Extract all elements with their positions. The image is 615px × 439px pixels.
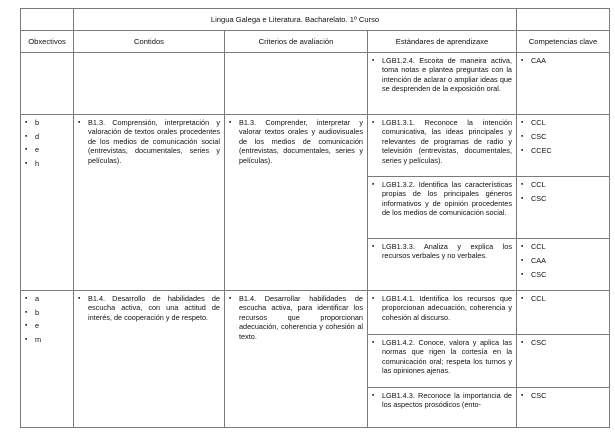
objective-item: ▪ e [25,321,69,330]
table-title: Lingua Galega e Literatura. Bacharelato. 1º Curso [74,9,517,31]
standard-text: ▪ LGB1.4.1. Identifica los recursos que proporcionan adecuación, coherencia y cohesión al discurso. [372,294,512,322]
standard-text: ▪ LGB1.3.3. Analiza y explica los recursos verbales y no verbales. [372,242,512,261]
contents-cell [74,115,225,291]
competence-item: ▪ CAA [521,256,605,265]
objective-item: ▪ b [25,308,69,317]
header-competences: Competencias clave [517,31,610,53]
competence-item: ▪ CSC [521,132,605,141]
competence-item: ▪ CCL [521,242,605,251]
objectives-cell [21,53,74,115]
competence-item: ▪ CSC [521,391,605,400]
header-standards: Estándares de aprendizaxe [368,31,517,53]
header-contents: Contidos [74,31,225,53]
table-row [21,53,610,115]
objective-item: ▪ d [25,132,69,141]
competence-item: ▪ CCL [521,294,605,303]
criterion-text: ▪ B1.3. Comprender, interpretar y valorar textos orales y audiovisuales de los medios de comunicación (entrevistas, documentales, series y películas). [229,118,363,165]
competence-item: ▪ CCL [521,180,605,189]
column-header-row [21,31,610,53]
standard-text: ▪ LGB1.4.2. Conoce, valora y aplica las normas que rigen la cortesía en la comunicación oral; respeta los turnos y las opiniones ajenas. [372,338,512,376]
standard-cell [368,388,517,428]
table-title-row [21,9,610,31]
standard-text: ▪ LGB1.3.1. Reconoce la intención comunicativa, las ideas principales y relevantes de programas de radio y televisión (entrevistas, documentales, series y películas). [372,118,512,165]
criteria-cell [225,291,368,428]
title-blank-cell-right [517,9,610,31]
competences-cell [517,239,610,291]
header-criteria: Criterios de avaliación [225,31,368,53]
title-blank-cell [21,9,74,31]
competences-cell [517,115,610,177]
standard-text: ▪ LGB1.3.2. Identifica las características propias de los principales géneros informativos y de opinión procedentes de los medios de comunicación social. [372,180,512,218]
content-text: ▪ B1.3. Comprensión, interpretación y valoración de textos orales procedentes de los medios de comunicación social (entrevistas, documentales, series y películas). [78,118,220,165]
criteria-cell [225,53,368,115]
competence-item: ▪ CSC [521,270,605,279]
standard-cell [368,177,517,239]
standard-cell [368,115,517,177]
objectives-cell [21,115,74,291]
competence-item: ▪ CSC [521,338,605,347]
standard-cell [368,335,517,388]
standard-cell [368,53,517,115]
competences-cell [517,53,610,115]
standard-cell [368,239,517,291]
standard-text: ▪ LGB1.4.3. Reconoce la importancia de los aspectos prosódicos (ento- [372,391,512,410]
criteria-cell [225,115,368,291]
objective-item: ▪ a [25,294,69,303]
objective-item: ▪ e [25,145,69,154]
standard-cell [368,291,517,335]
criterion-text: ▪ B1.4. Desarrollar habilidades de escucha activa, para identificar los recursos que proporcionan adecuación, coherencia y cohesión al texto. [229,294,363,341]
table-row [21,291,610,335]
contents-cell [74,291,225,428]
competence-item: ▪ CCL [521,118,605,127]
objective-item: ▪ h [25,159,69,168]
competences-cell [517,388,610,428]
competence-item: ▪ CSC [521,194,605,203]
competence-item: ▪ CCEC [521,146,605,155]
objectives-cell [21,291,74,428]
competences-cell [517,177,610,239]
competences-cell [517,335,610,388]
competence-item: ▪ CAA [521,56,605,65]
contents-cell [74,53,225,115]
standard-text: ▪ LGB1.2.4. Escoita de maneira activa, toma notas e plantea preguntas con la intención de aclarar o ampliar ideas que se desprenden de la exposición oral. [372,56,512,94]
table-row [21,115,610,177]
curriculum-table [20,8,610,428]
competences-cell [517,291,610,335]
content-text: ▪ B1.4. Desarrollo de habilidades de escucha activa, con una actitud de interés, de cooperación y de respeto. [78,294,220,322]
header-objectives: Obxectivos [21,31,74,53]
objective-item: ▪ m [25,335,69,344]
objective-item: ▪ b [25,118,69,127]
